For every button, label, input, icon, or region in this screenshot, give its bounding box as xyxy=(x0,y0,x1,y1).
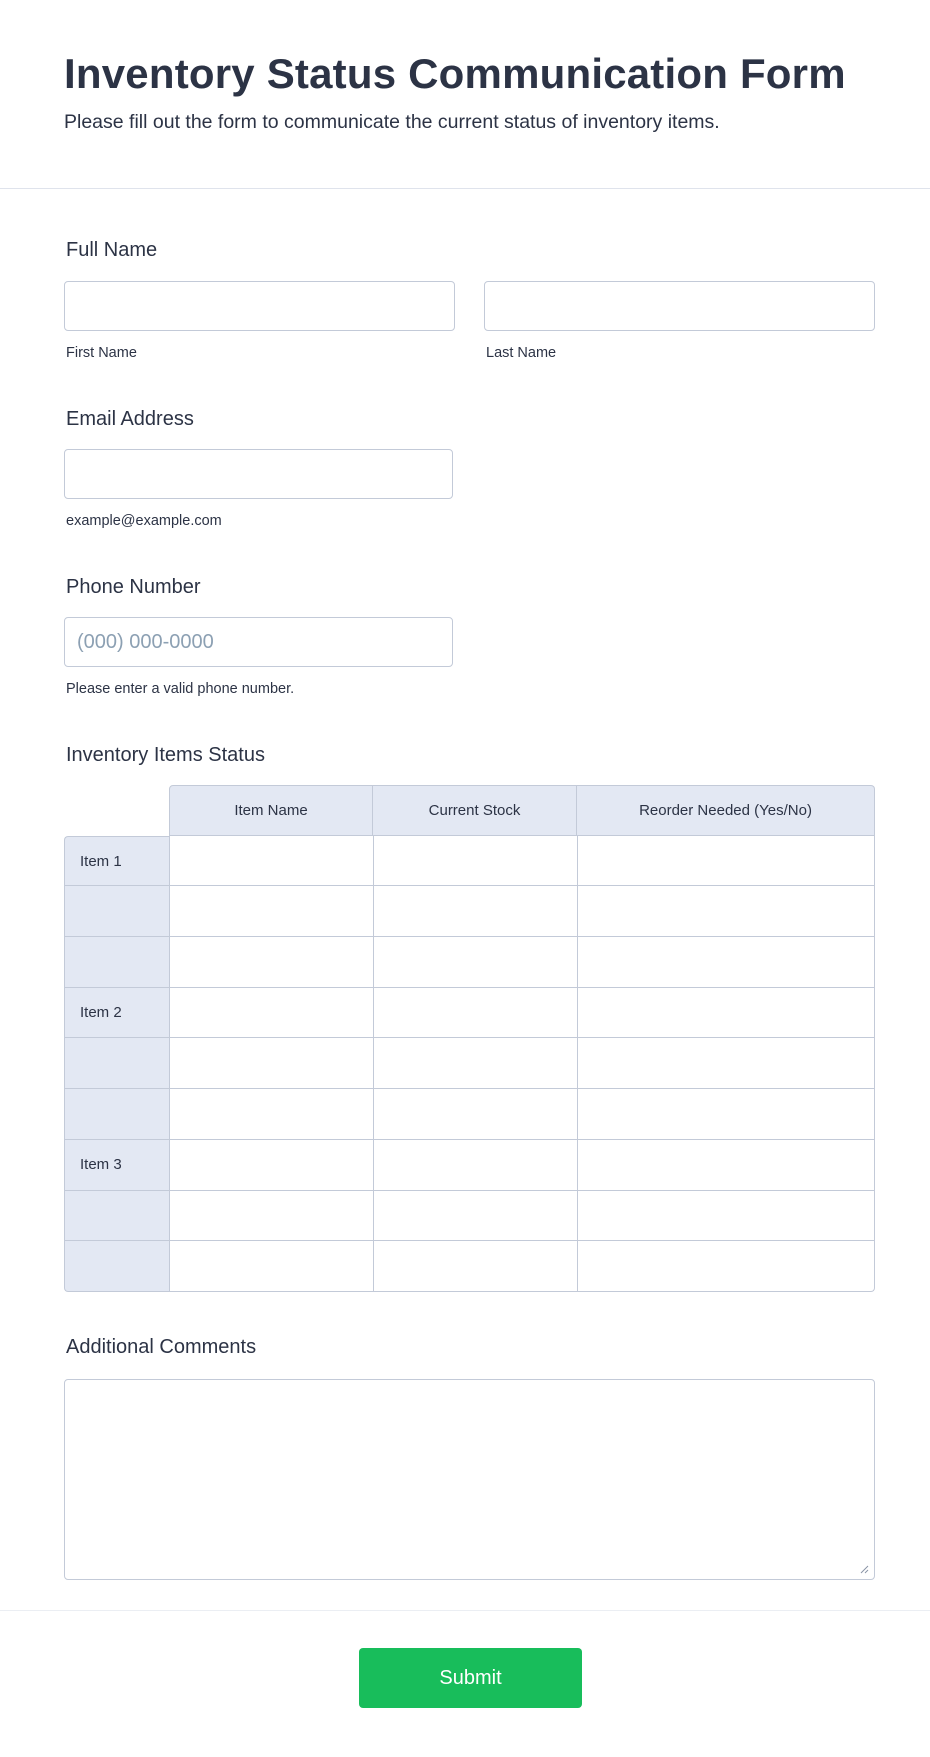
footer-divider xyxy=(0,1610,930,1611)
matrix-cell-input[interactable] xyxy=(170,1241,373,1291)
matrix-cell-input[interactable] xyxy=(374,886,577,936)
table-row xyxy=(64,1038,875,1089)
matrix-cell-input[interactable] xyxy=(170,1191,373,1241)
row-header xyxy=(64,937,169,988)
matrix-cell-input[interactable] xyxy=(374,836,577,886)
table-cell xyxy=(577,988,875,1039)
last-name-input[interactable] xyxy=(484,281,875,331)
table-cell xyxy=(169,988,373,1039)
table-row xyxy=(64,1089,875,1140)
matrix-cell-input[interactable] xyxy=(374,1241,577,1291)
matrix-cell-input[interactable] xyxy=(374,1089,577,1139)
email-label: Email Address xyxy=(66,408,194,430)
matrix-cell-input[interactable] xyxy=(374,1140,577,1190)
table-cell xyxy=(577,937,875,988)
row-header: Item 3 xyxy=(64,1140,169,1191)
matrix-cell-input[interactable] xyxy=(170,1038,373,1088)
matrix-cell-input[interactable] xyxy=(170,988,373,1038)
table-cell xyxy=(373,937,577,988)
submit-button[interactable]: Submit xyxy=(359,1648,582,1708)
column-header-current-stock: Current Stock xyxy=(373,785,577,836)
matrix-cell-input[interactable] xyxy=(374,1038,577,1088)
table-cell xyxy=(577,1038,875,1089)
table-cell xyxy=(373,836,577,887)
matrix-cell-input[interactable] xyxy=(578,836,874,886)
table-cell xyxy=(169,1241,373,1292)
table-cell xyxy=(373,1089,577,1140)
column-header-item-name: Item Name xyxy=(169,785,373,836)
email-sublabel: example@example.com xyxy=(66,513,222,529)
table-row xyxy=(64,886,875,937)
phone-sublabel: Please enter a valid phone number. xyxy=(66,681,295,697)
table-cell xyxy=(169,1089,373,1140)
comments-label: Additional Comments xyxy=(66,1336,257,1358)
matrix-cell-input[interactable] xyxy=(374,988,577,1038)
matrix-cell-input[interactable] xyxy=(578,1191,874,1241)
matrix-corner xyxy=(64,785,169,836)
column-header-reorder-needed: Reorder Needed (Yes/No) xyxy=(577,785,875,836)
matrix-cell-input[interactable] xyxy=(170,1089,373,1139)
email-input[interactable] xyxy=(64,449,453,499)
matrix-cell-input[interactable] xyxy=(578,1241,874,1291)
row-header xyxy=(64,1241,169,1292)
table-cell xyxy=(577,886,875,937)
last-name-sublabel: Last Name xyxy=(486,345,557,361)
table-row xyxy=(64,1140,875,1191)
matrix-cell-input[interactable] xyxy=(578,1038,874,1088)
full-name-label: Full Name xyxy=(66,239,158,261)
first-name-sublabel: First Name xyxy=(66,345,137,361)
page-subtitle: Please fill out the form to communicate the current status of inventory items. xyxy=(64,111,720,133)
table-cell xyxy=(169,1140,373,1191)
inventory-label: Inventory Items Status xyxy=(66,744,265,766)
phone-label: Phone Number xyxy=(66,576,201,598)
row-header: Item 2 xyxy=(64,988,169,1039)
table-row xyxy=(64,1191,875,1242)
matrix-cell-input[interactable] xyxy=(170,937,373,987)
table-cell xyxy=(577,1191,875,1242)
table-cell xyxy=(169,1038,373,1089)
table-cell xyxy=(577,1241,875,1292)
comments-textarea[interactable] xyxy=(64,1379,875,1580)
matrix-cell-input[interactable] xyxy=(170,836,373,886)
table-cell xyxy=(577,836,875,887)
table-cell xyxy=(169,937,373,988)
table-cell xyxy=(169,886,373,937)
resize-grip-icon[interactable] xyxy=(859,1564,869,1574)
inventory-matrix xyxy=(64,785,875,1292)
table-cell xyxy=(373,1140,577,1191)
table-row xyxy=(64,836,875,887)
row-header xyxy=(64,1038,169,1089)
row-header xyxy=(64,886,169,937)
phone-input[interactable] xyxy=(64,617,453,667)
table-cell xyxy=(373,988,577,1039)
matrix-cell-input[interactable] xyxy=(170,1140,373,1190)
table-cell xyxy=(169,836,373,887)
matrix-cell-input[interactable] xyxy=(578,886,874,936)
table-row xyxy=(64,1241,875,1292)
row-header xyxy=(64,1191,169,1242)
first-name-input[interactable] xyxy=(64,281,455,331)
table-cell xyxy=(373,1241,577,1292)
matrix-cell-input[interactable] xyxy=(374,937,577,987)
table-row xyxy=(64,937,875,988)
row-header xyxy=(64,1089,169,1140)
table-cell xyxy=(577,1140,875,1191)
matrix-cell-input[interactable] xyxy=(578,988,874,1038)
matrix-cell-input[interactable] xyxy=(578,1140,874,1190)
page-title: Inventory Status Communication Form xyxy=(64,50,846,97)
table-row xyxy=(64,988,875,1039)
matrix-cell-input[interactable] xyxy=(374,1191,577,1241)
matrix-cell-input[interactable] xyxy=(578,1089,874,1139)
table-cell xyxy=(577,1089,875,1140)
matrix-cell-input[interactable] xyxy=(170,886,373,936)
table-cell xyxy=(373,886,577,937)
form-header xyxy=(0,0,930,189)
table-cell xyxy=(373,1191,577,1242)
table-cell xyxy=(169,1191,373,1242)
row-header: Item 1 xyxy=(64,836,169,887)
matrix-cell-input[interactable] xyxy=(578,937,874,987)
table-cell xyxy=(373,1038,577,1089)
